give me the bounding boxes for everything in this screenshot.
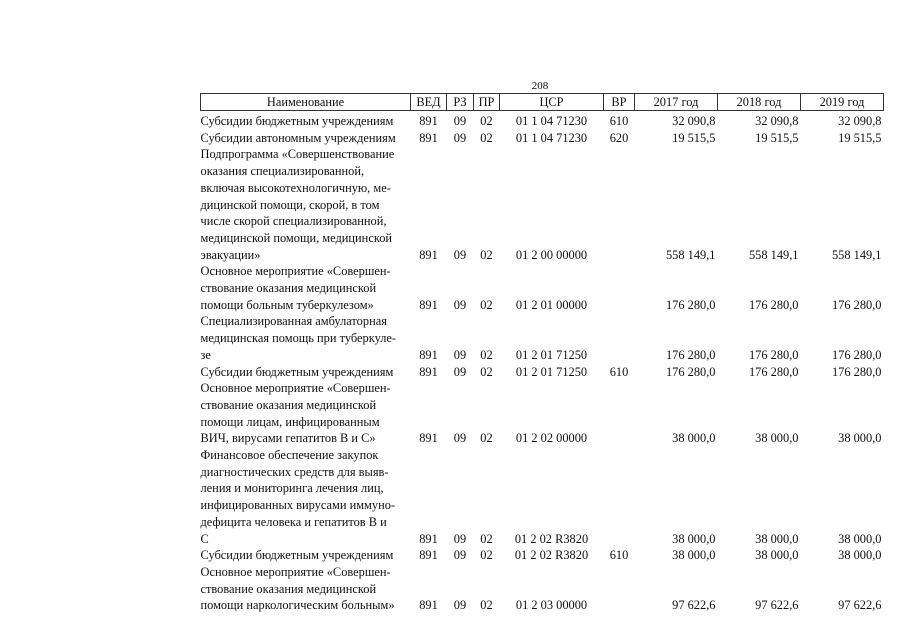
row-csr: 01 2 02 00000: [515, 431, 588, 446]
header-2018: 2018 год: [718, 94, 801, 111]
row-csr: 01 2 03 00000: [515, 598, 588, 613]
header-name: Наименование: [201, 94, 411, 111]
row-pr: 02: [480, 548, 493, 563]
row-name: [201, 263, 411, 313]
table-row: [201, 146, 884, 263]
row-amount-2017: 97 622,6: [672, 598, 716, 613]
row-vr: 610: [609, 364, 629, 379]
row-name-line: Основное мероприятие «Совершен-: [200, 264, 391, 279]
row-amount-2019: 32 090,8: [838, 114, 882, 128]
row-rz: 09: [453, 297, 467, 312]
header-ved: ВЕД: [411, 94, 447, 111]
row-amount-2017: 32 090,8: [672, 114, 716, 128]
row-ved: 891: [419, 548, 438, 563]
row-rz: 09: [453, 598, 467, 613]
row-csr: 01 2 01 71250: [515, 347, 588, 362]
header-rz: РЗ: [447, 94, 474, 111]
row-amount-2018: 38 000,0: [755, 548, 799, 563]
row-name: [201, 547, 411, 564]
table-row: [201, 380, 884, 447]
row-amount-2019: 176 280,0: [831, 364, 882, 379]
row-name-line: ВИЧ, вирусами гепатитов B и C»: [200, 431, 376, 446]
row-amount-2017: 176 280,0: [665, 364, 716, 379]
row-csr: 01 2 02 R3820: [514, 531, 589, 546]
row-amount-2017: 176 280,0: [665, 347, 716, 362]
row-ved: 891: [419, 114, 438, 128]
row-name-line: ствование оказания медицинской: [200, 397, 377, 412]
row-amount-2019: 176 280,0: [831, 347, 882, 362]
row-amount-2018: 32 090,8: [755, 114, 799, 128]
row-name-line: ления и мониторинга лечения лиц,: [200, 481, 384, 496]
row-name: [201, 364, 411, 381]
row-vr: 620: [609, 130, 629, 145]
row-name-line: помощи лицам, инфицированным: [200, 414, 380, 429]
row-name-line: оказания специализированной,: [200, 164, 365, 179]
row-name-line: Подпрограмма «Совершенствование: [200, 147, 395, 162]
table-body: [201, 111, 884, 615]
row-name-line: Основное мероприятие «Совершен-: [200, 381, 391, 396]
row-name-line: инфицированных вирусами иммуно-: [200, 498, 396, 513]
header-2017: 2017 год: [635, 94, 718, 111]
row-amount-2018: 176 280,0: [748, 347, 799, 362]
row-name-line: числе скорой специализированной,: [200, 214, 387, 229]
row-amount-2017: 176 280,0: [665, 297, 716, 312]
row-rz: 09: [453, 347, 467, 362]
table-row: [201, 364, 884, 381]
row-name-line: Финансовое обеспечение закупок: [200, 448, 379, 463]
row-name-line: Субсидии бюджетным учреждениям: [200, 114, 394, 128]
table-header-row: [201, 94, 884, 111]
row-name-line: включая высокотехнологичную, ме-: [200, 180, 391, 195]
row-ved: 891: [419, 431, 438, 446]
row-rz: 09: [453, 130, 467, 145]
row-rz: 09: [453, 114, 467, 128]
row-name-line: Субсидии бюджетным учреждениям: [200, 548, 394, 563]
row-amount-2017: 38 000,0: [672, 431, 716, 446]
row-csr: 01 2 02 R3820: [514, 548, 589, 563]
row-name-line: помощи наркологическим больным»: [200, 598, 395, 613]
row-ved: 891: [419, 598, 438, 613]
table-row: [201, 130, 884, 147]
table-row: [201, 111, 884, 130]
row-name-line: Субсидии автономным учреждениям: [200, 130, 396, 145]
row-rz: 09: [453, 431, 467, 446]
row-name-line: эвакуации»: [200, 247, 261, 262]
row-pr: 02: [480, 130, 493, 145]
row-name: [201, 111, 411, 130]
row-amount-2019: 176 280,0: [831, 297, 882, 312]
row-amount-2019: 19 515,5: [838, 130, 882, 145]
row-pr: 02: [480, 247, 493, 262]
row-name-line: зе: [200, 347, 211, 362]
table-row: [201, 564, 884, 614]
row-amount-2019: 38 000,0: [838, 548, 882, 563]
row-name: [201, 130, 411, 147]
row-amount-2018: 97 622,6: [755, 598, 799, 613]
row-pr: 02: [480, 114, 493, 128]
row-name-line: ствование оказания медицинской: [200, 581, 377, 596]
row-rz: 09: [453, 531, 467, 546]
row-csr: 01 2 01 71250: [515, 364, 588, 379]
row-rz: 09: [453, 364, 467, 379]
row-amount-2019: 558 149,1: [831, 247, 882, 262]
header-pr: ПР: [474, 94, 500, 111]
row-ved: 891: [419, 347, 438, 362]
table-row: [201, 447, 884, 547]
row-name-line: дицинской помощи, скорой, в том: [200, 197, 380, 212]
row-ved: 891: [419, 130, 438, 145]
row-name-line: дефицита человека и гепатитов B и: [200, 514, 387, 529]
row-rz: 09: [453, 247, 467, 262]
page-number: 208: [531, 80, 549, 92]
header-2019: 2019 год: [801, 94, 884, 111]
row-ved: 891: [419, 364, 438, 379]
row-name-line: диагностических средств для выяв-: [200, 464, 389, 479]
row-name: [201, 313, 411, 363]
row-name-line: Специализированная амбулаторная: [200, 314, 387, 329]
row-amount-2018: 38 000,0: [755, 531, 799, 546]
row-name-line: Субсидии бюджетным учреждениям: [200, 364, 394, 379]
row-pr: 02: [480, 531, 493, 546]
row-amount-2019: 38 000,0: [838, 531, 882, 546]
row-name: [201, 146, 411, 263]
row-pr: 02: [480, 347, 493, 362]
row-vr: 610: [609, 548, 629, 563]
row-amount-2019: 97 622,6: [838, 598, 882, 613]
row-name: [201, 380, 411, 447]
row-amount-2019: 38 000,0: [838, 431, 882, 446]
row-ved: 891: [419, 247, 438, 262]
row-amount-2018: 558 149,1: [748, 247, 799, 262]
table-row: [201, 547, 884, 564]
row-amount-2018: 19 515,5: [755, 130, 799, 145]
table-row: [201, 263, 884, 313]
row-vr: [604, 380, 635, 447]
row-amount-2018: 176 280,0: [748, 364, 799, 379]
row-pr: 02: [480, 598, 493, 613]
row-vr: [604, 447, 635, 547]
row-csr: 01 1 04 71230: [515, 130, 588, 145]
header-csr: ЦСР: [500, 94, 604, 111]
row-name-line: помощи больным туберкулезом»: [200, 297, 374, 312]
row-amount-2017: 38 000,0: [672, 531, 716, 546]
row-vr: [604, 263, 635, 313]
row-amount-2017: 558 149,1: [665, 247, 716, 262]
row-amount-2018: 176 280,0: [748, 297, 799, 312]
row-pr: 02: [480, 364, 493, 379]
row-amount-2018: 38 000,0: [755, 431, 799, 446]
row-vr: 610: [609, 114, 629, 128]
row-ved: 891: [419, 531, 438, 546]
row-csr: 01 2 01 00000: [515, 297, 588, 312]
budget-table: [200, 93, 884, 614]
row-name-line: медицинская помощь при туберкуле-: [200, 331, 397, 346]
row-amount-2017: 19 515,5: [672, 130, 716, 145]
table-row: [201, 313, 884, 363]
row-name-line: C: [200, 531, 209, 546]
header-vr: ВР: [604, 94, 635, 111]
row-name: [201, 447, 411, 547]
row-rz: 09: [453, 548, 467, 563]
row-pr: 02: [480, 297, 493, 312]
row-amount-2017: 38 000,0: [672, 548, 716, 563]
row-name-line: ствование оказания медицинской: [200, 281, 377, 296]
row-pr: 02: [480, 431, 493, 446]
row-csr: 01 2 00 00000: [515, 247, 588, 262]
row-ved: 891: [419, 297, 438, 312]
row-csr: 01 1 04 71230: [515, 114, 588, 128]
row-name-line: Основное мероприятие «Совершен-: [200, 564, 391, 579]
row-vr: [604, 564, 635, 614]
row-name: [201, 564, 411, 614]
row-name-line: медицинской помощи, медицинской: [200, 230, 393, 245]
row-vr: [604, 146, 635, 263]
row-vr: [604, 313, 635, 363]
